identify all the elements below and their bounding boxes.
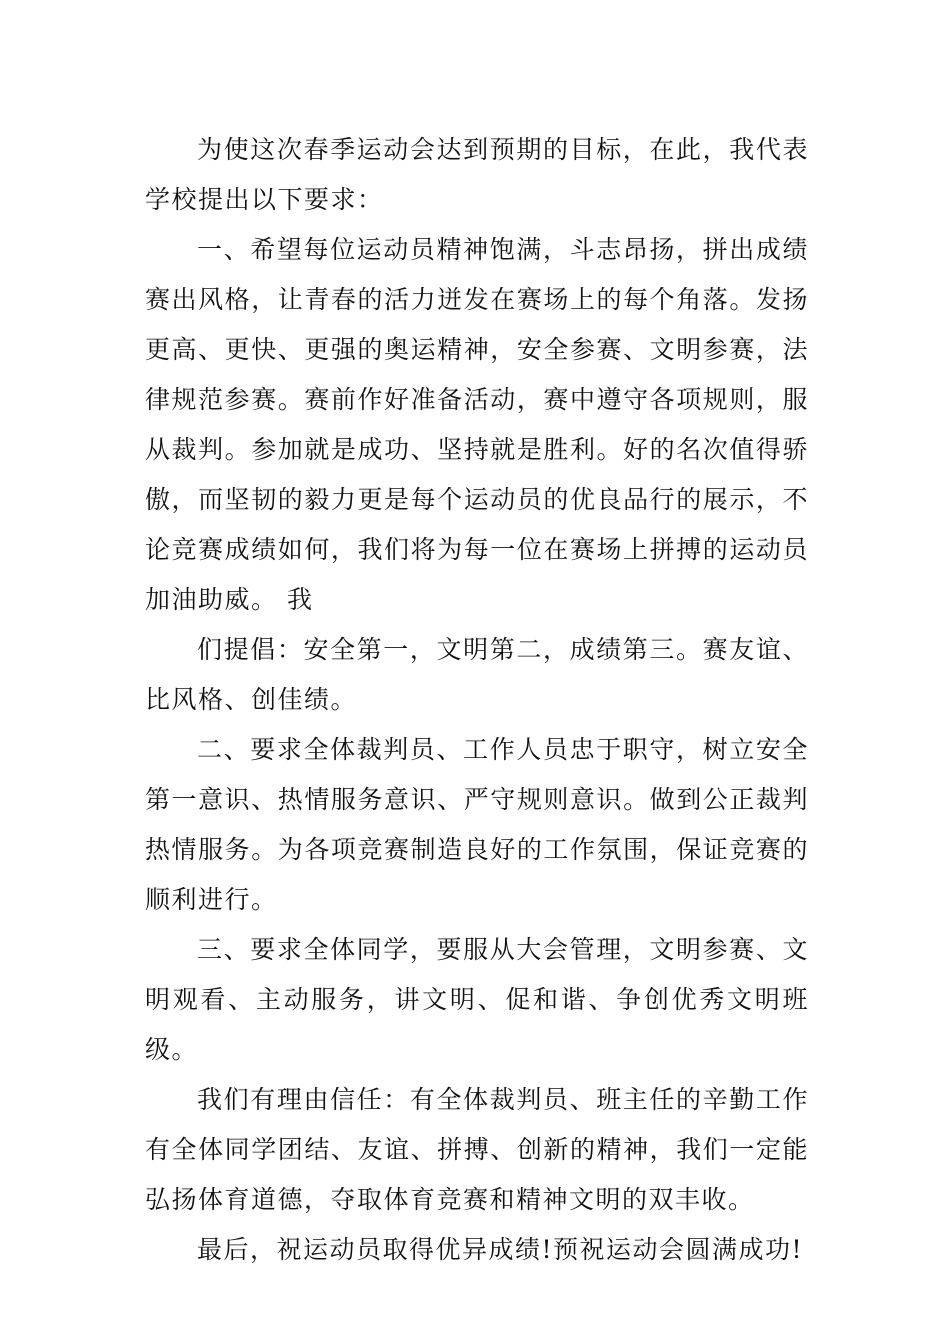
paragraph-students: 三、要求全体同学，要服从大会管理，文明参赛、文明观看、主动服务，讲文明、促和谐、争创优秀文明班级。	[145, 935, 809, 1064]
paragraph-closing: 最后，祝运动员取得优异成绩!预祝运动会圆满成功!	[197, 1235, 804, 1264]
paragraph-advocacy: 们提倡：安全第一，文明第二，成绩第三。赛友谊、比风格、创佳绩。	[145, 635, 809, 714]
paragraph-referees: 二、要求全体裁判员、工作人员忠于职守，树立安全第一意识、热情服务意识、严守规则意识。做到公正裁判热情服务。为各项竞赛制造良好的工作氛围，保证竞赛的顺利进行。	[145, 735, 809, 914]
paragraph-trust: 我们有理由信任：有全体裁判员、班主任的辛勤工作有全体同学团结、友谊、拼搏、创新的精神，我们一定能弘扬体育道德，夺取体育竞赛和精神文明的双丰收。	[145, 1085, 809, 1214]
paragraph-intro: 为使这次春季运动会达到预期的目标，在此，我代表学校提出以下要求：	[145, 135, 809, 214]
paragraph-athletes: 一、希望每位运动员精神饱满，斗志昂扬，拼出成绩赛出风格，让青春的活力迸发在赛场上的每个角落。发扬更高、更快、更强的奥运精神，安全参赛、文明参赛，法律规范参赛。赛前作好准备活动，赛中遵守各项规则，服从裁判。参加就是成功、坚持就是胜利。好的名次值得骄傲，而坚韧的毅力更是每个运动员的优良品行的展示，不论竞赛成绩如何，我们将为每一位在赛场上拼搏的运动员加油助威。 我	[145, 235, 809, 614]
document-body	[145, 125, 809, 1275]
